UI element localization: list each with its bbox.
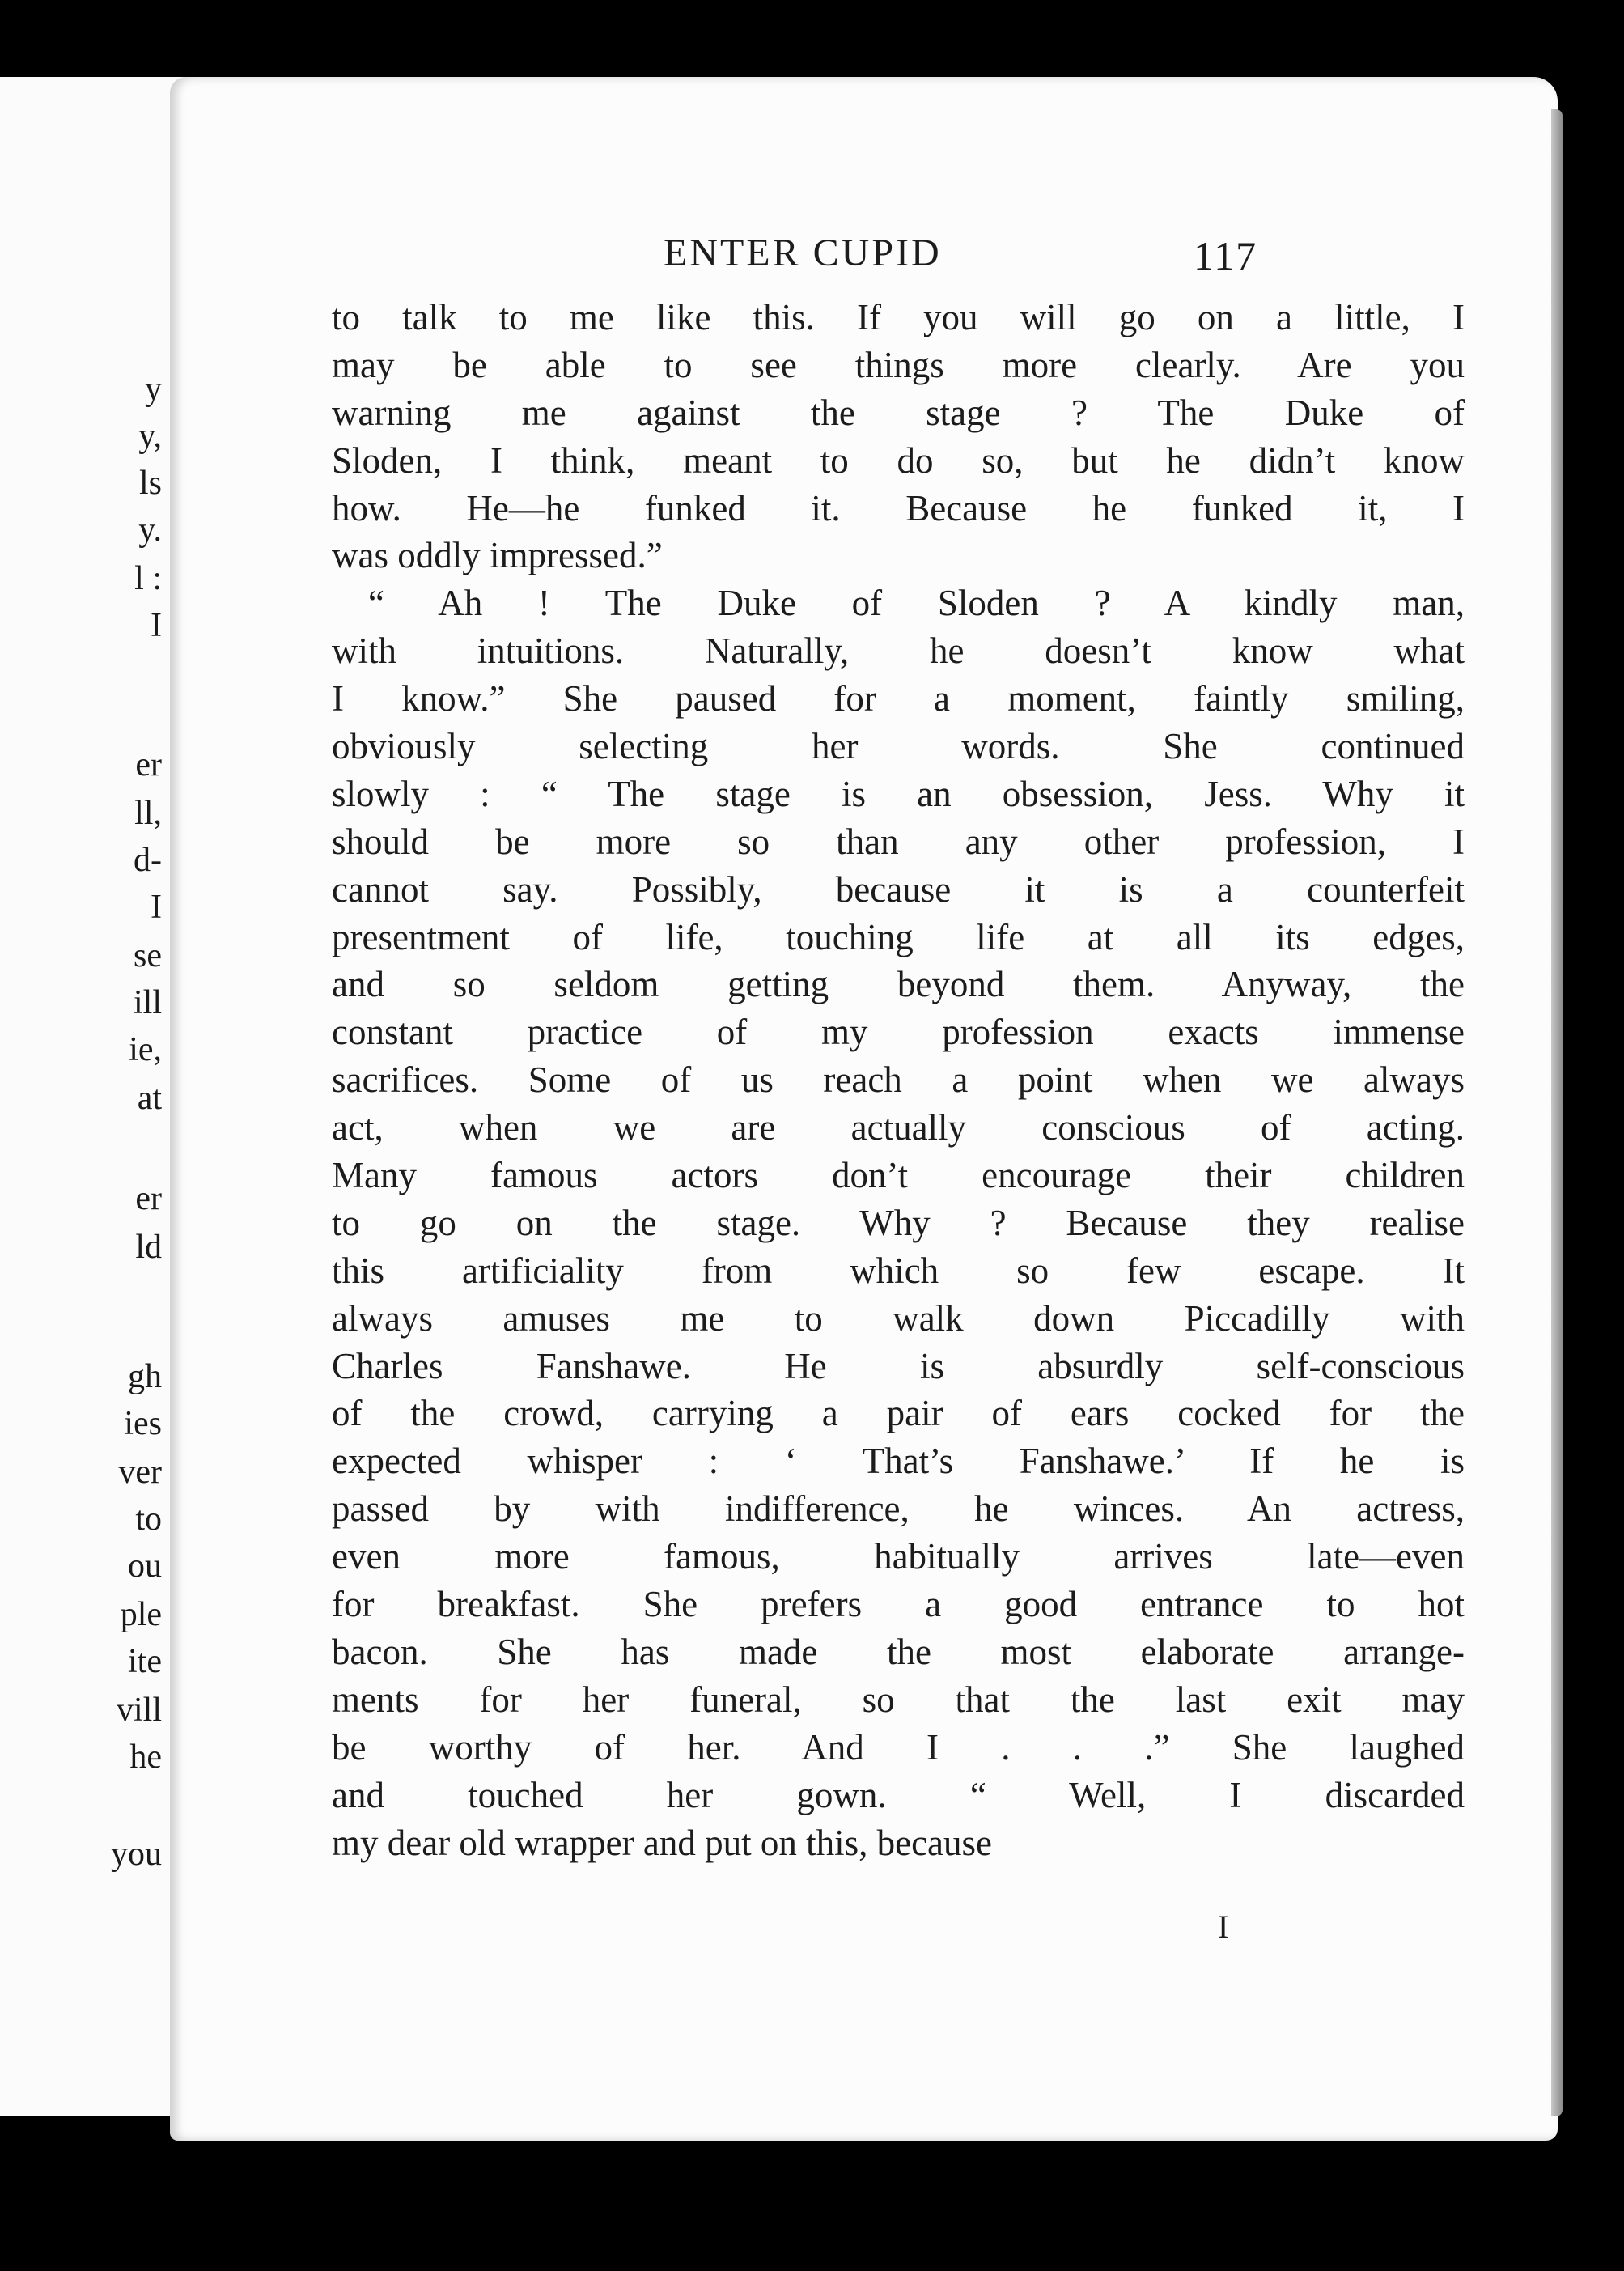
text-line: bacon. She has made the most elaborate arrange- bbox=[332, 1631, 1465, 1672]
left-page-fragment: at bbox=[137, 1080, 162, 1117]
left-page-fragment: er bbox=[135, 1180, 162, 1217]
text-line: cannot say. Possibly, because it is a counterfeit bbox=[332, 868, 1465, 910]
left-page-fragment: d- bbox=[134, 842, 162, 879]
text-line: expected whisper : ‘ That’s Fanshawe.’ If he is bbox=[332, 1441, 1465, 1482]
left-page-fragment: se bbox=[134, 937, 162, 974]
left-page-fragment: ver bbox=[118, 1454, 162, 1491]
body-text bbox=[332, 294, 1465, 1866]
text-line: presentment of life, touching life at all its edges, bbox=[332, 916, 1465, 957]
text-line: obviously selecting her words. She continued bbox=[332, 726, 1465, 767]
text-line: slowly : “ The stage is an obsession, Jess. Why it bbox=[332, 773, 1465, 814]
text-line: always amuses me to walk down Piccadilly with bbox=[332, 1297, 1465, 1339]
text-line: Sloden, I think, meant to do so, but he didn’t know bbox=[332, 439, 1465, 481]
text-line: I know.” She paused for a moment, faintly smiling, bbox=[332, 678, 1465, 720]
left-page-fragment: ple bbox=[120, 1596, 162, 1633]
text-line: sacrifices. Some of us reach a point when we always bbox=[332, 1059, 1465, 1101]
left-page-fragment: y. bbox=[138, 512, 162, 549]
text-line: be worthy of her. And I . . .” She laughed bbox=[332, 1726, 1465, 1768]
left-page-fragment: to bbox=[135, 1501, 162, 1538]
left-page-fragment: ill bbox=[133, 984, 162, 1021]
signature-mark: I bbox=[1218, 1908, 1229, 1945]
left-page-fragment: I bbox=[151, 607, 162, 644]
text-line: and so seldom getting beyond them. Anyway, the bbox=[332, 964, 1465, 1005]
text-line: even more famous, habitually arrives late—even bbox=[332, 1536, 1465, 1577]
text-line: should be more so than any other profession, I bbox=[332, 821, 1465, 862]
text-line: act, when we are actually conscious of acting. bbox=[332, 1107, 1465, 1148]
left-page-fragment: he bbox=[129, 1738, 162, 1776]
text-line: may be able to see things more clearly. Are you bbox=[332, 344, 1465, 385]
left-page-fragment: you bbox=[111, 1836, 162, 1873]
left-page-fragment: y, bbox=[138, 418, 162, 455]
text-line: was oddly impressed.” bbox=[332, 535, 663, 576]
text-line: Many famous actors don’t encourage their children bbox=[332, 1155, 1465, 1196]
left-page-fragment: ls bbox=[138, 465, 162, 502]
book-page bbox=[170, 77, 1558, 2141]
left-page-fragment: ld bbox=[135, 1229, 162, 1266]
text-line: and touched her gown. “ Well, I discarded bbox=[332, 1774, 1465, 1815]
left-page-fragment: I bbox=[151, 889, 162, 926]
text-line: Charles Fanshawe. He is absurdly self-conscious bbox=[332, 1345, 1465, 1386]
text-line: passed by with indifference, he winces. An actress, bbox=[332, 1488, 1465, 1530]
left-page-fragment: ies bbox=[124, 1405, 162, 1442]
text-line: “ Ah ! The Duke of Sloden ? A kindly man, bbox=[368, 583, 1465, 624]
running-title: ENTER CUPID bbox=[664, 231, 942, 274]
text-line: to talk to me like this. If you will go on a little, I bbox=[332, 297, 1465, 337]
text-line: with intuitions. Naturally, he doesn’t know what bbox=[332, 630, 1465, 672]
left-page-fragment: ll, bbox=[134, 795, 162, 832]
page-number: 117 bbox=[1194, 233, 1258, 278]
left-page-fragment: ou bbox=[128, 1547, 162, 1585]
left-page-fragment: ite bbox=[128, 1643, 162, 1680]
left-page-fragment: l : bbox=[134, 560, 162, 597]
text-line: warning me against the stage ? The Duke of bbox=[332, 392, 1465, 433]
text-line: my dear old wrapper and put on this, because bbox=[332, 1822, 992, 1863]
text-line: constant practice of my profession exacts immense bbox=[332, 1012, 1465, 1053]
text-line: to go on the stage. Why ? Because they realise bbox=[332, 1202, 1465, 1243]
running-header bbox=[170, 231, 1558, 295]
left-page-fragment: gh bbox=[128, 1358, 162, 1395]
left-page-fragment: ie, bbox=[129, 1031, 162, 1068]
left-page-fragment: er bbox=[135, 746, 162, 783]
left-page-fragment: y bbox=[145, 371, 162, 408]
text-line: this artificiality from which so few escape. It bbox=[332, 1250, 1465, 1291]
text-line: ments for her funeral, so that the last exit may bbox=[332, 1679, 1465, 1720]
text-line: how. He—he funked it. Because he funked it, I bbox=[332, 487, 1465, 528]
left-page-fragment: vill bbox=[116, 1692, 162, 1729]
text-line: of the crowd, carrying a pair of ears cocked for the bbox=[332, 1393, 1465, 1434]
text-line: for breakfast. She prefers a good entrance to hot bbox=[332, 1584, 1465, 1625]
